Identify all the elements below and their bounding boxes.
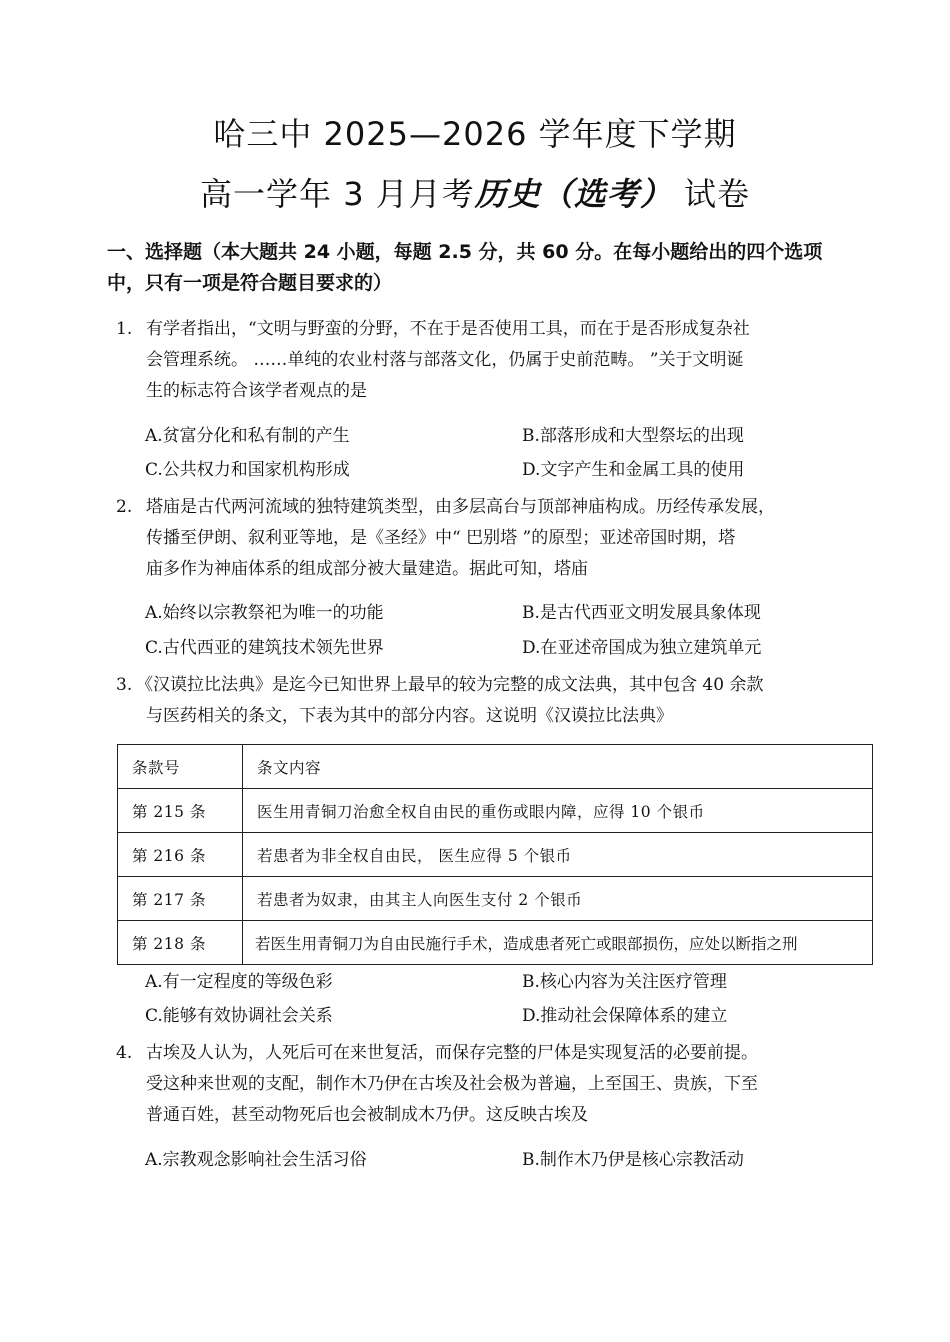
option-a: A.始终以宗教祭祀为唯一的功能 — [145, 603, 384, 623]
section-heading: 一、选择题（本大题共 24 小题，每题 2.5 分，共 60 分。在每小题给出的四个选项中，只有一项是符合题目要求的） — [107, 241, 823, 294]
question-number: 3. — [116, 675, 133, 695]
table-cell-clause: 第 215 条 — [118, 789, 243, 833]
table-cell-content: 若医生用青铜刀为自由民施行手术，造成患者死亡或眼部损伤，应处以断指之刑 — [243, 921, 873, 965]
option-b: B.核心内容为关注医疗管理 — [522, 972, 727, 992]
option-d: D.在亚述帝国成为独立建筑单元 — [522, 638, 762, 658]
question-stem-line2: 与医药相关的条文，下表为其中的部分内容。这说明《汉谟拉比法典》 — [146, 706, 673, 726]
table-cell-clause: 第 216 条 — [118, 833, 243, 877]
title-prefix: 高一学年 3 月月考 — [200, 175, 475, 213]
option-d: D.文字产生和金属工具的使用 — [522, 460, 745, 480]
table-cell-clause: 第 217 条 — [118, 877, 243, 921]
title-suffix: 试卷 — [672, 175, 750, 213]
table-header-row — [118, 745, 873, 789]
exam-title-line1: 哈三中 2025—2026 学年度下学期 — [213, 115, 737, 153]
question-stem: 塔庙是古代两河流域的独特建筑类型，由多层高台与顶部神庙构成。历经传承发展， 传播至伊朗、叙利亚等地，是《圣经》中“ 巴别塔 ”的原型；亚述帝国时期，塔 庙多作为神庙体系的组成部分被大量建造。据此可知，塔庙 — [146, 497, 775, 579]
option-a: A.有一定程度的等级色彩 — [145, 972, 333, 992]
table-cell-content: 若患者为奴隶，由其主人向医生支付 2 个银币 — [243, 877, 873, 921]
option-c: C.能够有效协调社会关系 — [145, 1006, 333, 1026]
option-d: D.推动社会保障体系的建立 — [522, 1006, 728, 1026]
question-number: 1. — [116, 319, 133, 339]
option-c: C.公共权力和国家机构形成 — [145, 460, 350, 480]
question-3 — [116, 670, 846, 732]
option-a: A.宗教观念影响社会生活习俗 — [145, 1150, 367, 1170]
option-a: A.贫富分化和私有制的产生 — [145, 426, 350, 446]
table-row — [118, 789, 873, 833]
option-b: B.是古代西亚文明发展具象体现 — [522, 603, 761, 623]
question-stem: 有学者指出，“文明与野蛮的分野，不在于是否使用工具，而在于是否形成复杂社 会管理系统。 ……单纯的农业村落与部落文化，仍属于史前范畴。 ”关于文明诞 生的标志符合该学者观点的是 — [146, 319, 750, 401]
law-table — [117, 744, 873, 965]
question-1 — [116, 314, 846, 407]
option-b: B.制作木乃伊是核心宗教活动 — [522, 1150, 744, 1170]
table-header-content: 条文内容 — [243, 745, 873, 789]
table-header-clause: 条款号 — [118, 745, 243, 789]
option-c: C.古代西亚的建筑技术领先世界 — [145, 638, 384, 658]
exam-title-line2 — [0, 170, 950, 218]
question-stem-line1: 《汉谟拉比法典》是迄今已知世界上最早的较为完整的成文法典，其中包含 40 余款 — [136, 675, 764, 695]
table-cell-content: 医生用青铜刀治愈全权自由民的重伤或眼内障，应得 10 个银币 — [243, 789, 873, 833]
question-number: 4. — [116, 1043, 133, 1063]
question-number: 2. — [116, 497, 133, 517]
table-cell-clause: 第 218 条 — [118, 921, 243, 965]
table-cell-content: 若患者为非全权自由民， 医生应得 5 个银币 — [243, 833, 873, 877]
question-stem: 古埃及人认为，人死后可在来世复活，而保存完整的尸体是实现复活的必要前提。 受这种来世观的支配，制作木乃伊在古埃及社会极为普遍，上至国王、贵族，下至 普通百姓，甚至动物死后也会被制成木乃伊。这反映古埃及 — [146, 1043, 758, 1125]
table-row — [118, 877, 873, 921]
question-2 — [116, 492, 846, 585]
table-row — [118, 921, 873, 965]
table-row — [118, 833, 873, 877]
title-subject: 历史（选考） — [474, 175, 673, 213]
question-4 — [116, 1038, 846, 1131]
option-b: B.部落形成和大型祭坛的出现 — [522, 426, 744, 446]
